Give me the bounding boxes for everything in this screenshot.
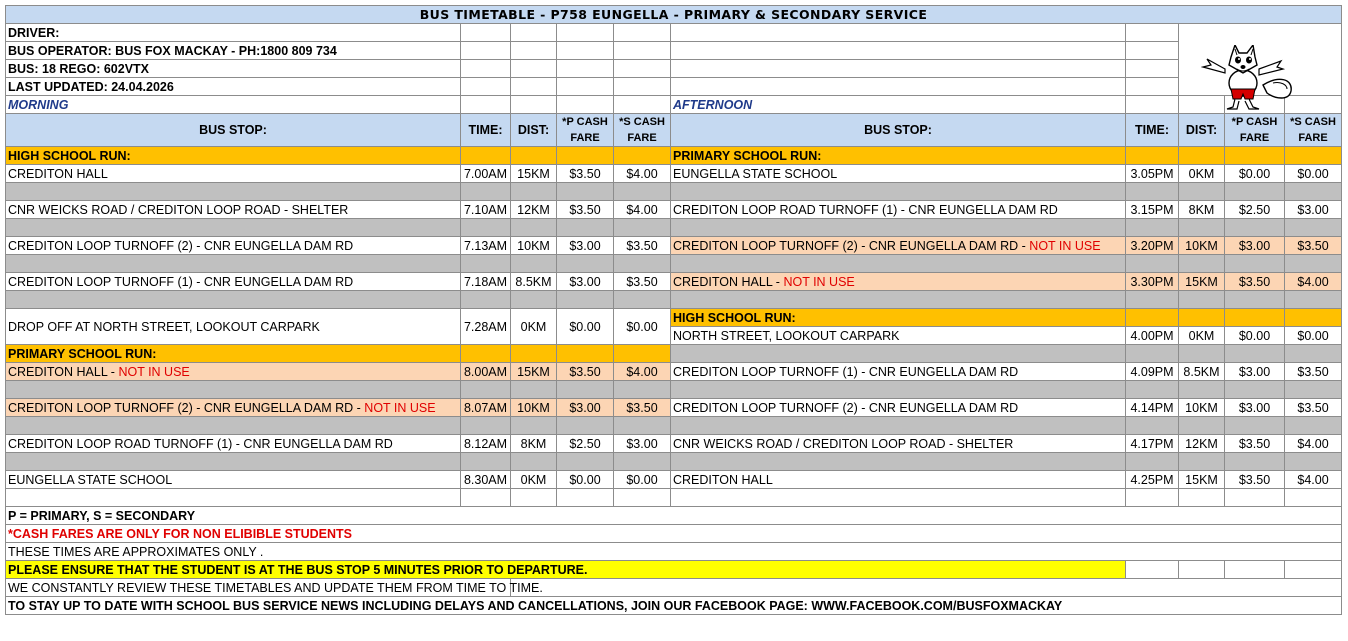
- stop-time: 7.18AM: [461, 273, 511, 291]
- stop-time: 4.09PM: [1126, 363, 1179, 381]
- last-updated: LAST UPDATED: 24.04.2026: [6, 78, 461, 96]
- table-row: [6, 309, 1342, 327]
- table-row: [6, 237, 1342, 255]
- header-s-fare: *S CASH FARE: [614, 114, 671, 147]
- primary-fare: $3.00: [557, 237, 614, 255]
- stop-name: CREDITON HALL: [6, 165, 461, 183]
- secondary-fare: $0.00: [614, 309, 671, 345]
- header-s-fare-pm: *S CASH FARE: [1285, 114, 1342, 147]
- primary-fare: $2.50: [1225, 201, 1285, 219]
- stop-distance: 10KM: [511, 237, 557, 255]
- operator-info: BUS OPERATOR: BUS FOX MACKAY - PH:1800 809 734: [6, 42, 461, 60]
- table-row: [6, 165, 1342, 183]
- stop-name: CREDITON HALL: [671, 471, 1126, 489]
- primary-fare: $3.50: [557, 201, 614, 219]
- primary-fare: $3.50: [557, 363, 614, 381]
- stop-time: 8.12AM: [461, 435, 511, 453]
- not-in-use-label: NOT IN USE: [783, 274, 855, 289]
- secondary-fare: $4.00: [614, 165, 671, 183]
- header-p-fare: *P CASH FARE: [557, 114, 614, 147]
- afternoon-primary-run-heading: PRIMARY SCHOOL RUN:: [671, 147, 1126, 165]
- stop-time: 8.30AM: [461, 471, 511, 489]
- secondary-fare: $0.00: [1285, 165, 1342, 183]
- primary-fare: $3.50: [557, 165, 614, 183]
- driver-label: DRIVER:: [6, 24, 461, 42]
- page-title: BUS TIMETABLE - P758 EUNGELLA - PRIMARY & SECONDARY SERVICE: [6, 6, 1342, 24]
- secondary-fare: $4.00: [614, 201, 671, 219]
- not-in-use-label: NOT IN USE: [118, 364, 190, 379]
- stop-name: DROP OFF AT NORTH STREET, LOOKOUT CARPARK: [6, 309, 461, 345]
- table-row: [6, 201, 1342, 219]
- stop-time: 4.00PM: [1126, 327, 1179, 345]
- table-row: [6, 363, 1342, 381]
- stop-name: CREDITON LOOP TURNOFF (1) - CNR EUNGELLA DAM RD: [671, 363, 1126, 381]
- stop-distance: 0KM: [1179, 165, 1225, 183]
- secondary-fare: $4.00: [1285, 435, 1342, 453]
- primary-fare: $0.00: [557, 309, 614, 345]
- header-time: TIME:: [461, 114, 511, 147]
- morning-primary-run-heading: PRIMARY SCHOOL RUN:: [6, 345, 461, 363]
- stop-distance: 15KM: [511, 363, 557, 381]
- stop-name: CNR WEICKS ROAD / CREDITON LOOP ROAD - SHELTER: [6, 201, 461, 219]
- secondary-fare: $4.00: [614, 363, 671, 381]
- not-in-use-label: NOT IN USE: [1029, 238, 1101, 253]
- stop-distance: 15KM: [511, 165, 557, 183]
- stop-name: CNR WEICKS ROAD / CREDITON LOOP ROAD - SHELTER: [671, 435, 1126, 453]
- stop-time: 8.00AM: [461, 363, 511, 381]
- stop-distance: 8KM: [1179, 201, 1225, 219]
- header-bus-stop-pm: BUS STOP:: [671, 114, 1126, 147]
- secondary-fare: $4.00: [1285, 273, 1342, 291]
- stop-time: 7.28AM: [461, 309, 511, 345]
- stop-time: 7.00AM: [461, 165, 511, 183]
- header-time-pm: TIME:: [1126, 114, 1179, 147]
- stop-distance: 10KM: [511, 399, 557, 417]
- secondary-fare: $3.50: [614, 237, 671, 255]
- secondary-fare: $4.00: [1285, 471, 1342, 489]
- stop-distance: 12KM: [1179, 435, 1225, 453]
- timetable-sheet: [0, 5, 1348, 641]
- morning-label: MORNING: [6, 96, 461, 114]
- primary-fare: $0.00: [1225, 165, 1285, 183]
- stop-time: 7.10AM: [461, 201, 511, 219]
- primary-fare: $3.00: [1225, 237, 1285, 255]
- fox-mascot-icon: [1201, 45, 1297, 113]
- secondary-fare: $3.50: [1285, 399, 1342, 417]
- stop-name: CREDITON LOOP TURNOFF (2) - CNR EUNGELLA DAM RD: [6, 237, 461, 255]
- primary-fare: $3.00: [1225, 399, 1285, 417]
- secondary-fare: $3.00: [1285, 201, 1342, 219]
- primary-fare: $3.00: [557, 273, 614, 291]
- primary-fare: $0.00: [557, 471, 614, 489]
- stop-name: CREDITON LOOP TURNOFF (2) - CNR EUNGELLA DAM RD - NOT IN USE: [671, 237, 1126, 255]
- header-dist-pm: DIST:: [1179, 114, 1225, 147]
- afternoon-label: AFTERNOON: [671, 96, 1126, 114]
- table-row: [6, 435, 1342, 453]
- stop-time: 3.05PM: [1126, 165, 1179, 183]
- stop-name: CREDITON HALL - NOT IN USE: [6, 363, 461, 381]
- bus-info: BUS: 18 REGO: 602VTX: [6, 60, 461, 78]
- header-dist: DIST:: [511, 114, 557, 147]
- stop-time: 4.25PM: [1126, 471, 1179, 489]
- stop-distance: 15KM: [1179, 273, 1225, 291]
- secondary-fare: $3.50: [1285, 237, 1342, 255]
- stop-time: 3.20PM: [1126, 237, 1179, 255]
- review-note: WE CONSTANTLY REVIEW THESE TIMETABLES AND UPDATE THEM FROM TIME TO TIME.: [6, 579, 511, 597]
- stop-distance: 15KM: [1179, 471, 1225, 489]
- approx-times-note: THESE TIMES ARE APPROXIMATES ONLY .: [6, 543, 1342, 561]
- stop-distance: 8.5KM: [511, 273, 557, 291]
- table-row: [6, 273, 1342, 291]
- stop-time: 3.15PM: [1126, 201, 1179, 219]
- stop-name: CREDITON LOOP TURNOFF (2) - CNR EUNGELLA DAM RD: [671, 399, 1126, 417]
- stop-time: 3.30PM: [1126, 273, 1179, 291]
- primary-fare: $2.50: [557, 435, 614, 453]
- primary-fare: $3.50: [1225, 471, 1285, 489]
- header-bus-stop: BUS STOP:: [6, 114, 461, 147]
- morning-high-run-heading: HIGH SCHOOL RUN:: [6, 147, 461, 165]
- table-row: [6, 471, 1342, 489]
- secondary-fare: $3.50: [614, 273, 671, 291]
- secondary-fare: $3.50: [1285, 363, 1342, 381]
- afternoon-high-run-heading: HIGH SCHOOL RUN:: [671, 309, 1126, 327]
- stop-distance: 0KM: [511, 471, 557, 489]
- stop-distance: 10KM: [1179, 237, 1225, 255]
- secondary-fare: $0.00: [614, 471, 671, 489]
- stop-distance: 0KM: [1179, 327, 1225, 345]
- primary-fare: $3.00: [557, 399, 614, 417]
- facebook-note: TO STAY UP TO DATE WITH SCHOOL BUS SERVICE NEWS INCLUDING DELAYS AND CANCELLATIONS, JOIN OUR FACEBOOK PAGE: WWW.FACEBOOK.COM/BUSFOXMACKAY: [6, 597, 1342, 615]
- stop-distance: 8.5KM: [1179, 363, 1225, 381]
- stop-time: 7.13AM: [461, 237, 511, 255]
- stop-distance: 10KM: [1179, 399, 1225, 417]
- primary-fare: $0.00: [1225, 327, 1285, 345]
- stop-name: NORTH STREET, LOOKOUT CARPARK: [671, 327, 1126, 345]
- stop-distance: 0KM: [511, 309, 557, 345]
- stop-name: EUNGELLA STATE SCHOOL: [671, 165, 1126, 183]
- primary-fare: $3.50: [1225, 435, 1285, 453]
- secondary-fare: $0.00: [1285, 327, 1342, 345]
- departure-warning: PLEASE ENSURE THAT THE STUDENT IS AT THE BUS STOP 5 MINUTES PRIOR TO DEPARTURE.: [6, 561, 1126, 579]
- stop-name: CREDITON LOOP ROAD TURNOFF (1) - CNR EUNGELLA DAM RD: [6, 435, 461, 453]
- timetable: [5, 5, 1342, 615]
- fare-legend: P = PRIMARY, S = SECONDARY: [6, 507, 1342, 525]
- stop-distance: 12KM: [511, 201, 557, 219]
- stop-distance: 8KM: [511, 435, 557, 453]
- stop-name: EUNGELLA STATE SCHOOL: [6, 471, 461, 489]
- not-in-use-label: NOT IN USE: [364, 400, 436, 415]
- table-row: [6, 399, 1342, 417]
- primary-fare: $3.50: [1225, 273, 1285, 291]
- stop-name: CREDITON LOOP TURNOFF (1) - CNR EUNGELLA DAM RD: [6, 273, 461, 291]
- primary-fare: $3.00: [1225, 363, 1285, 381]
- secondary-fare: $3.00: [614, 435, 671, 453]
- cash-fare-note: *CASH FARES ARE ONLY FOR NON ELIBIBLE STUDENTS: [6, 525, 1342, 543]
- stop-time: 8.07AM: [461, 399, 511, 417]
- stop-name: CREDITON HALL - NOT IN USE: [671, 273, 1126, 291]
- stop-time: 4.14PM: [1126, 399, 1179, 417]
- secondary-fare: $3.50: [614, 399, 671, 417]
- stop-time: 4.17PM: [1126, 435, 1179, 453]
- stop-name: CREDITON LOOP ROAD TURNOFF (1) - CNR EUNGELLA DAM RD: [671, 201, 1126, 219]
- header-p-fare-pm: *P CASH FARE: [1225, 114, 1285, 147]
- stop-name: CREDITON LOOP TURNOFF (2) - CNR EUNGELLA DAM RD - NOT IN USE: [6, 399, 461, 417]
